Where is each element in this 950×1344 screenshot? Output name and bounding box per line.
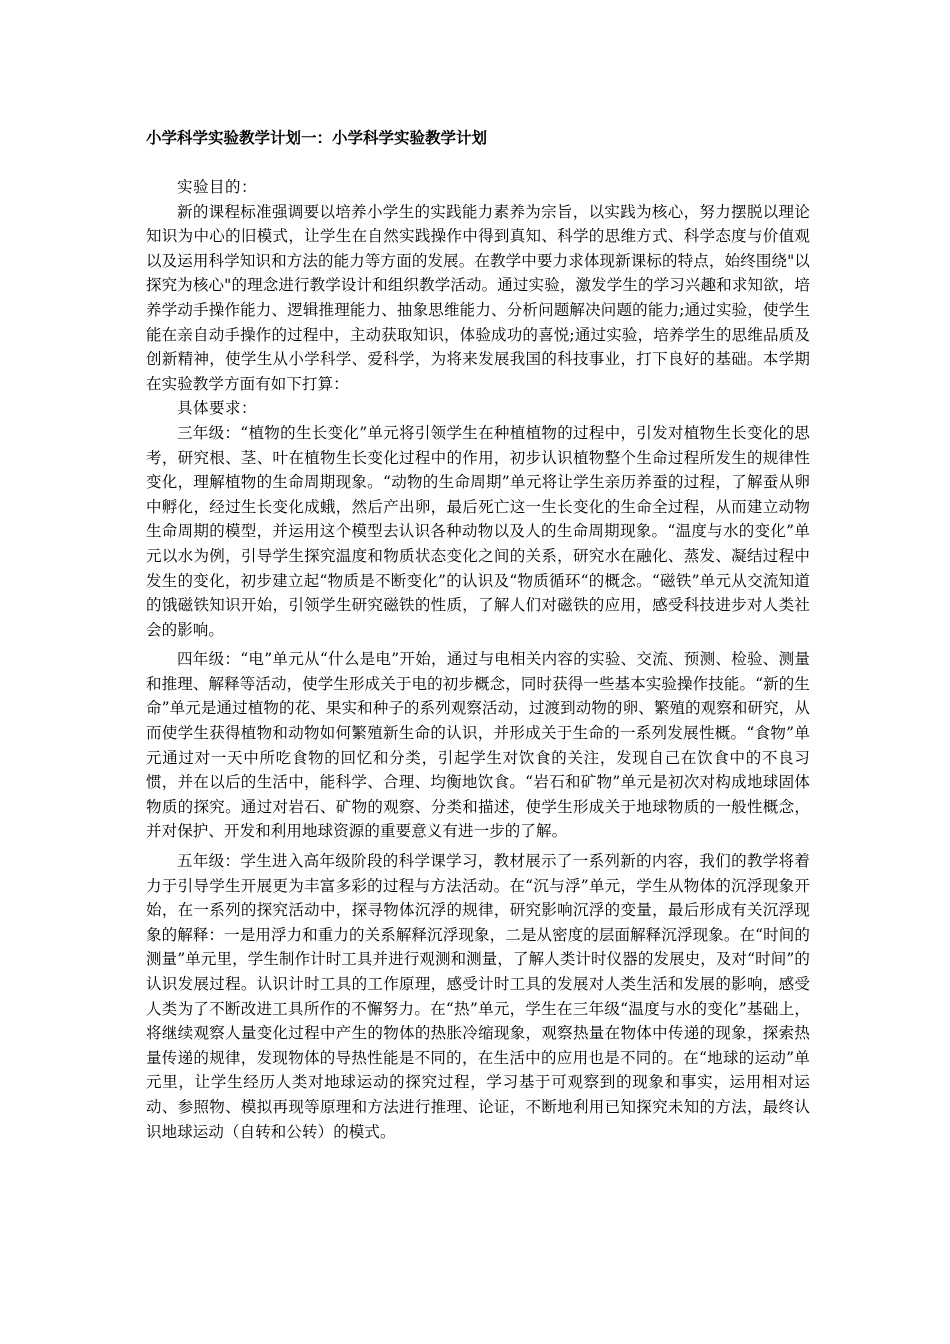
paragraph-grade-five: 五年级：学生进入高年级阶段的科学课学习，教材展示了一系列新的内容，我们的教学将着力于引导学生开展更为丰富多彩的过程与方法活动。在“沉与浮”单元，学生从物体的沉浮现象开始，在一系列的探究活动中，探寻物体沉浮的规律，研究影响沉浮的变量，最后形成有关沉浮现象的解释：一是用浮力和重力的关系解释沉浮现象，二是从密度的层面解释沉浮现象。在“时间的测量”单元里，学生制作计时工具并进行观测和测量，了解人类计时仪器的发展史，及对“时间”的认识发展过程。认识计时工具的工作原理，感受计时工具的发展对人类生活和发展的影响，感受人类为了不断改进工具所作的不懈努力。在“热”单元，学生在三年级“温度与水的变化”基础上，将继续观察人量变化过程中产生的物体的热胀冷缩现象，观察热量在物体中传递的现象，探索热量传递的规律，发现物体的导热性能是不同的，在生活中的应用也是不同的。在“地球的运动”单元里，让学生经历人类对地球运动的探究过程，学习基于可观察到的现象和事实，运用相对运动、参照物、模拟再现等原理和方法进行推理、论证，不断地利用已知探究未知的方法，最终认识地球运动（自转和公转）的模式。	[146, 852, 810, 1141]
paragraph-grade-three: 三年级：“植物的生长变化”单元将引领学生在种植植物的过程中，引发对植物生长变化的思考，研究根、茎、叶在植物生长变化过程中的作用，初步认识植物整个生命过程所发生的规律性变化，理解植物的生命周期现象。“动物的生命周期”单元将让学生亲历养蚕的过程，了解蚕从卵中孵化，经过生长变化成蛾，然后产出卵，最后死亡这一生长变化的生命全过程，从而建立动物生命周期的模型，并运用这个模型去认识各种动物以及人的生命周期现象。“温度与水的变化”单元以水为例，引导学生探究温度和物质状态变化之间的关系，研究水在融化、蒸发、凝结过程中发生的变化，初步建立起“物质是不断变化”的认识及“物质循环“的概念。“磁铁”单元从交流知道的饿磁铁知识开始，引领学生研究磁铁的性质，了解人们对磁铁的应用，感受科技进步对人类社会的影响。	[146, 423, 810, 639]
section-heading-purpose: 实验目的：	[177, 178, 258, 196]
document-body	[146, 175, 810, 1144]
document-title: 小学科学实验教学计划一：小学科学实验教学计划	[146, 129, 488, 147]
paragraph-grade-four: 四年级：“电”单元从“什么是电”开始，通过与电相关内容的实验、交流、预测、检验、测量和推理、解释等活动，使学生形成关于电的初步概念，同时获得一些基本实验操作技能。“新的生命”单元是通过植物的花、果实和种子的系列观察活动，过渡到动物的卵、繁殖的观察和研究，从而使学生获得植物和动物如何繁殖新生命的认识，并形成关于生命的一系列发展性概。“食物”单元通过对一天中所吃食物的回忆和分类，引起学生对饮食的关注，发现自己在饮食中的不良习惯，并在以后的生活中，能科学、合理、均衡地饮食。“岩石和矿物”单元是初次对构成地球固体物质的探究。通过对岩石、矿物的观察、分类和描述，使学生形成关于地球物质的一般性概念，并对保护、开发和利用地球资源的重要意义有进一步的了解。	[146, 650, 810, 841]
paragraph-purpose: 新的课程标准强调要以培养小学生的实践能力素养为宗旨，以实践为核心，努力摆脱以理论知识为中心的旧模式，让学生在自然实践操作中得到真知、科学的思维方式、科学态度与价值观以及运用科学知识和方法的能力等方面的发展。在教学中要力求体现新课标的特点，始终围绕"以探究为核心"的理念进行教学设计和组织教学活动。通过实验，激发学生的学习兴趣和求知欲，培养学动手操作能力、逻辑推理能力、抽象思维能力、分析问题解决问题的能力;通过实验，使学生能在亲自动手操作的过程中，主动获取知识，体验成功的喜悦;通过实验，培养学生的思维品质及创新精神，使学生从小学科学、爱科学，为将来发展我国的科技事业，打下良好的基础。本学期在实验教学方面有如下打算：	[146, 202, 810, 393]
section-heading-requirements: 具体要求：	[177, 399, 258, 418]
